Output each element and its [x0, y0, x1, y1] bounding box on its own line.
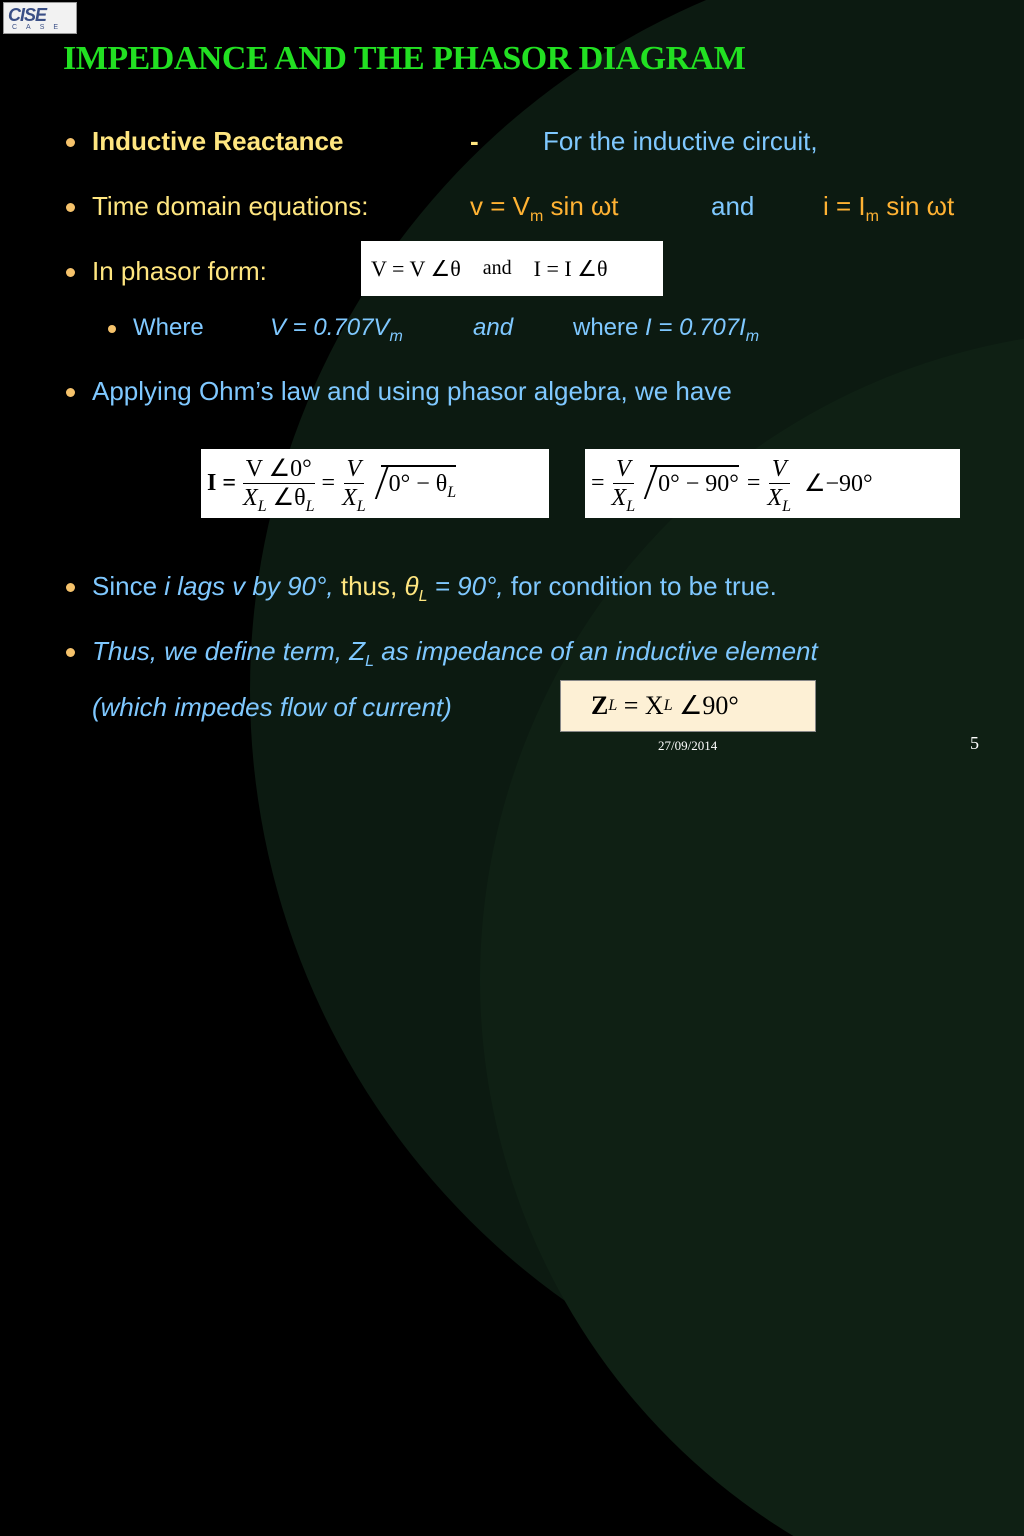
- dash: [470, 126, 479, 157]
- phasor-v: V = V ∠θ: [371, 255, 461, 281]
- fraction: $\frac{V}{X_L}$: [767, 456, 791, 515]
- and-text: and: [711, 191, 755, 221]
- phasor-i: I = I ∠θ: [533, 255, 608, 281]
- rms-current: where $I = 0.707I_m$: [573, 314, 760, 345]
- angle-operator: 0° − 90°: [646, 469, 739, 498]
- dash-text: -: [470, 126, 479, 156]
- fraction: $\frac{V \angle 0^\circ}{X_L \angle\theta_L}$: [243, 456, 315, 515]
- phasor-form-equation: [361, 241, 663, 296]
- bullet-dot: [66, 388, 75, 397]
- sub-bullet-dot: [108, 325, 116, 333]
- ohms-law-equation-part1: I = $\frac{V \angle 0^\circ}{X_L \angle\theta_L}$ = $\frac{V}{X_L}$ $0^\circ - \theta_L$: [201, 449, 549, 518]
- impedes-text: (which impedes flow of current): [92, 692, 452, 722]
- voltage-equation: $v = V_m$ sin ωt: [470, 191, 619, 225]
- eq-lhs: I =: [207, 470, 237, 496]
- inductive-circuit-text: For the inductive circuit,: [543, 126, 818, 156]
- fraction: $\frac{V}{X_L}$: [342, 456, 366, 515]
- footer-date: 27/09/2014: [658, 738, 718, 753]
- angle-operator: $0^\circ - \theta_L$: [377, 469, 457, 498]
- since-lags-text: Since i lags v by 90°, thus, $\theta_L = 90^\circ$, for condition to be true.: [92, 571, 777, 605]
- where-label: Where: [133, 314, 204, 341]
- bullet-dot: [66, 203, 75, 212]
- ohms-law-equation-part2: = $\frac{V}{X_L}$ 0° − 90° = $\frac{V}{X_L}$ ∠−90°: [585, 449, 960, 518]
- slide-title: IMPEDANCE AND THE PHASOR DIAGRAM: [63, 40, 746, 77]
- ohms-law-text: Applying Ohm’s law and using phasor algebra, we have: [92, 376, 732, 406]
- bullet-dot: [66, 268, 75, 277]
- bullet-dot: [66, 648, 75, 657]
- bullet-dot: [66, 583, 75, 592]
- and-text-2: and: [473, 314, 514, 341]
- bullet-inductive-reactance: [92, 126, 343, 157]
- current-equation: $i = I_m$ sin ωt: [823, 191, 955, 225]
- phasor-and: and: [482, 257, 512, 279]
- logo-subtext: CASE: [12, 24, 68, 31]
- time-domain-label: Time domain equations:: [92, 191, 369, 221]
- phasor-form-label: In phasor form:: [92, 256, 267, 286]
- bullet-dot: [66, 138, 75, 147]
- inductive-impedance-equation: Z L = X L ∠90°: [560, 680, 816, 732]
- inductive-reactance-label: Inductive Reactance: [92, 126, 344, 156]
- page-number: 5: [970, 733, 979, 753]
- logo: [3, 2, 77, 34]
- rms-voltage: $V = 0.707V_m$: [270, 314, 403, 345]
- define-zl-text: Thus, we define term, $Z_L$ as impedance of an inductive element: [92, 636, 818, 670]
- fraction: $\frac{V}{X_L}$: [611, 456, 636, 515]
- logo-text: CISE: [8, 5, 47, 25]
